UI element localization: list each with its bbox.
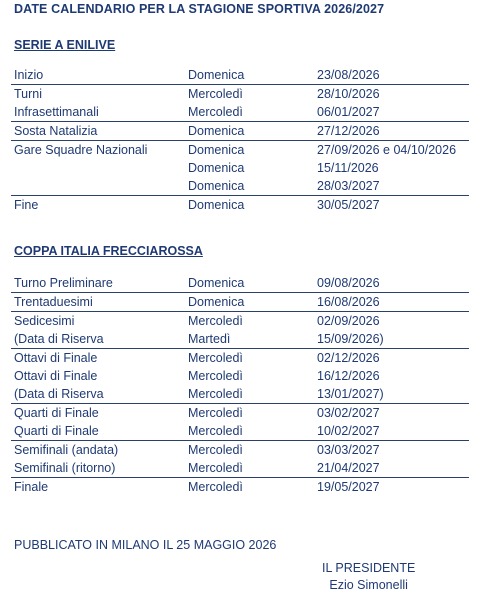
date-cell: 15/09/2026) xyxy=(317,332,384,346)
day-cell: Martedì xyxy=(188,332,231,346)
coppa-italia-row xyxy=(11,478,469,496)
coppa-italia-row xyxy=(11,330,469,349)
phase-cell: Infrasettimanali xyxy=(14,105,99,119)
day-cell: Mercoledì xyxy=(188,443,243,457)
day-cell: Mercoledì xyxy=(188,406,243,420)
phase-cell: Ottavi di Finale xyxy=(14,351,98,365)
phase-cell: Inizio xyxy=(14,68,44,82)
date-cell: 21/04/2027 xyxy=(317,461,380,475)
coppa-italia-row xyxy=(11,404,469,422)
date-cell: 28/10/2026 xyxy=(317,87,380,101)
coppa-italia-table xyxy=(11,274,469,496)
publication-note: PUBBLICATO IN MILANO IL 25 MAGGIO 2026 xyxy=(14,538,277,552)
date-cell: 10/02/2027 xyxy=(317,424,380,438)
president-name: Ezio Simonelli xyxy=(329,578,408,592)
serie-a-row xyxy=(11,85,469,103)
serie-a-row xyxy=(11,141,469,159)
date-cell: 13/01/2027) xyxy=(317,387,384,401)
coppa-italia-row xyxy=(11,441,469,459)
date-cell: 27/12/2026 xyxy=(317,124,380,138)
coppa-italia-row xyxy=(11,385,469,404)
coppa-italia-row xyxy=(11,293,469,312)
phase-cell: Fine xyxy=(14,198,39,212)
phase-cell: Semifinali (andata) xyxy=(14,443,119,457)
day-cell: Mercoledì xyxy=(188,351,243,365)
phase-cell: Trentaduesimi xyxy=(14,295,93,309)
phase-cell: Semifinali (ritorno) xyxy=(14,461,116,475)
day-cell: Domenica xyxy=(188,161,245,175)
date-cell: 03/02/2027 xyxy=(317,406,380,420)
day-cell: Domenica xyxy=(188,124,245,138)
serie-a-table xyxy=(11,66,469,214)
serie-a-row xyxy=(11,103,469,122)
date-cell: 19/05/2027 xyxy=(317,480,380,494)
date-cell: 15/11/2026 xyxy=(317,161,379,175)
date-cell: 09/08/2026 xyxy=(317,276,380,290)
day-cell: Mercoledì xyxy=(188,87,243,101)
document-title: DATE CALENDARIO PER LA STAGIONE SPORTIVA 2026/2027 xyxy=(14,2,385,16)
date-cell: 27/09/2026 e 04/10/2026 xyxy=(317,143,457,157)
day-cell: Domenica xyxy=(188,198,245,212)
coppa-italia-row xyxy=(11,459,469,478)
day-cell: Domenica xyxy=(188,295,245,309)
day-cell: Mercoledì xyxy=(188,480,243,494)
day-cell: Mercoledì xyxy=(188,424,243,438)
coppa-italia-row xyxy=(11,312,469,330)
coppa-italia-row xyxy=(11,349,469,367)
serie-a-row xyxy=(11,196,469,214)
serie-a-row xyxy=(11,66,469,85)
day-cell: Mercoledì xyxy=(188,461,243,475)
phase-cell: Quarti di Finale xyxy=(14,424,99,438)
day-cell: Domenica xyxy=(188,143,245,157)
phase-cell: Gare Squadre Nazionali xyxy=(14,143,148,157)
phase-cell: Finale xyxy=(14,480,49,494)
serie-a-row xyxy=(11,177,469,196)
day-cell: Mercoledì xyxy=(188,369,243,383)
phase-cell: Ottavi di Finale xyxy=(14,369,98,383)
date-cell: 02/09/2026 xyxy=(317,314,380,328)
phase-cell: Sedicesimi xyxy=(14,314,75,328)
day-cell: Mercoledì xyxy=(188,105,243,119)
coppa-italia-row xyxy=(11,274,469,293)
date-cell: 03/03/2027 xyxy=(317,443,380,457)
phase-cell: (Data di Riserva xyxy=(14,332,104,346)
date-cell: 16/08/2026 xyxy=(317,295,380,309)
coppa-italia-heading: COPPA ITALIA FRECCIAROSSA xyxy=(14,244,203,258)
phase-cell: Sosta Natalizia xyxy=(14,124,98,138)
serie-a-row xyxy=(11,122,469,141)
date-cell: 30/05/2027 xyxy=(317,198,380,212)
serie-a-row xyxy=(11,159,469,177)
coppa-italia-row xyxy=(11,367,469,385)
coppa-italia-row xyxy=(11,422,469,441)
day-cell: Mercoledì xyxy=(188,314,243,328)
president-role: IL PRESIDENTE xyxy=(322,561,416,575)
signature-block xyxy=(322,561,415,595)
date-cell: 23/08/2026 xyxy=(317,68,380,82)
day-cell: Domenica xyxy=(188,276,245,290)
day-cell: Domenica xyxy=(188,68,245,82)
date-cell: 16/12/2026 xyxy=(317,369,380,383)
phase-cell: (Data di Riserva xyxy=(14,387,104,401)
date-cell: 06/01/2027 xyxy=(317,105,380,119)
phase-cell: Turni xyxy=(14,87,43,101)
serie-a-heading: SERIE A ENILIVE xyxy=(14,38,116,52)
day-cell: Domenica xyxy=(188,179,245,193)
date-cell: 02/12/2026 xyxy=(317,351,380,365)
date-cell: 28/03/2027 xyxy=(317,179,380,193)
phase-cell: Quarti di Finale xyxy=(14,406,99,420)
day-cell: Mercoledì xyxy=(188,387,243,401)
phase-cell: Turno Preliminare xyxy=(14,276,113,290)
